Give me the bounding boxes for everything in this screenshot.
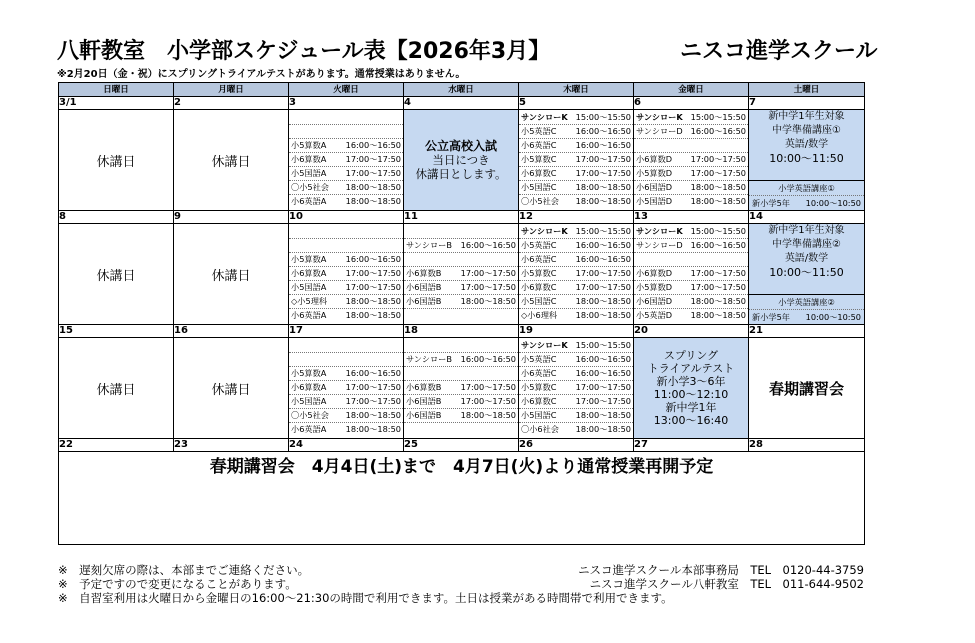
class-subject: 〇小6社会 (521, 424, 559, 434)
exam-note: 当日につき (432, 153, 490, 167)
class-subject: 小6国語B (406, 282, 442, 292)
class-subject: 新小学5年 (752, 312, 790, 322)
date-number: 20 (634, 325, 749, 338)
day-cell-sat (749, 224, 865, 325)
test-target: 新中学1年 (665, 401, 717, 414)
class-time: 17:00～17:50 (690, 154, 746, 164)
class-time: 16:00～16:50 (690, 126, 746, 136)
class-subject: 小6英語A (291, 196, 327, 206)
class-subject: 小6算数D (636, 154, 673, 164)
class-time: 18:00～18:50 (345, 424, 401, 434)
course-target: 新中学1年生対象 (768, 225, 845, 236)
english-course-title: 小学英語講座① (778, 183, 835, 193)
class-subject: 小6算数B (406, 268, 442, 278)
day-cell-fri (634, 224, 749, 325)
holiday-label: 休講日 (211, 382, 251, 398)
holiday-label: 休講日 (96, 382, 136, 398)
class-subject: 小5算数C (521, 382, 557, 392)
class-subject: 小6国語B (406, 296, 442, 306)
class-subject: 小5算数A (291, 368, 327, 378)
spring-course-banner: 春期講習会 4月4日(土)まで 4月7日(火)より通常授業再開予定 (59, 452, 865, 545)
test-time: 13:00～16:40 (653, 414, 729, 427)
course-time: 10:00～11:50 (769, 266, 844, 279)
holiday-label: 休講日 (96, 268, 136, 284)
class-subject: 小6算数C (521, 168, 557, 178)
class-time: 10:00～10:50 (805, 312, 861, 322)
class-subject: 小5英語C (521, 240, 557, 250)
contact-branch: ニスコ進学スクール八軒教室 TEL 011-644-9502 (589, 577, 864, 591)
class-subject: 小6英語A (291, 310, 327, 320)
class-time: 17:00～17:50 (460, 382, 516, 392)
class-time: 17:00～17:50 (345, 396, 401, 406)
prep-course-block (749, 224, 864, 295)
class-time: 16:00～16:50 (575, 354, 631, 364)
class-time: 17:00～17:50 (690, 282, 746, 292)
class-subject: サンシローK (521, 340, 568, 350)
day-cell-wed (404, 338, 519, 439)
date-number: 11 (404, 211, 519, 224)
weekday-tue: 火曜日 (289, 83, 404, 97)
class-subject: 〇小5社会 (291, 182, 329, 192)
day-cell-fri (634, 338, 749, 439)
day-cell-mon (174, 338, 289, 439)
class-time: 16:00～16:50 (575, 126, 631, 136)
test-title: スプリング (663, 349, 719, 362)
day-cell-sat (749, 110, 865, 211)
test-time: 11:00～12:10 (653, 388, 729, 401)
header-note: ※2月20日（金・祝）にスプリングトライアルテストがあります。通常授業はありません。 (57, 69, 466, 80)
class-subject: 小5算数C (521, 268, 557, 278)
class-time: 16:00～16:50 (575, 368, 631, 378)
english-course-title: 小学英語講座② (778, 297, 835, 307)
class-subject: 小6算数C (521, 282, 557, 292)
course-time: 10:00～11:50 (769, 152, 844, 165)
date-number: 24 (289, 439, 404, 452)
day-cell-wed (404, 224, 519, 325)
weekday-thu: 木曜日 (519, 83, 634, 97)
class-time: 17:00～17:50 (575, 268, 631, 278)
class-subject: 小6英語C (521, 140, 557, 150)
class-time: 17:00～17:50 (345, 382, 401, 392)
class-time: 18:00～18:50 (345, 310, 401, 320)
date-number: 25 (404, 439, 519, 452)
class-time: 18:00～18:50 (690, 196, 746, 206)
class-time: 16:00～16:50 (460, 240, 516, 250)
class-subject: 小6国語B (406, 410, 442, 420)
weekday-wed: 水曜日 (404, 83, 519, 97)
holiday-label: 休講日 (211, 154, 251, 170)
class-subject: 小5算数D (636, 282, 673, 292)
class-subject: 小6国語D (636, 296, 673, 306)
class-time: 17:00～17:50 (690, 268, 746, 278)
class-subject: サンシローD (636, 240, 683, 250)
class-time: 17:00～17:50 (575, 396, 631, 406)
class-subject: サンシローB (406, 240, 452, 250)
class-time: 15:00～15:50 (690, 112, 746, 122)
class-subject: 新小学5年 (752, 198, 790, 208)
date-number: 13 (634, 211, 749, 224)
class-subject: 小6算数B (406, 382, 442, 392)
date-number: 14 (749, 211, 865, 224)
holiday-label: 休講日 (211, 268, 251, 284)
class-time: 16:00～16:50 (575, 254, 631, 264)
day-cell-tue (289, 224, 404, 325)
class-time: 17:00～17:50 (460, 396, 516, 406)
day-cell-sun (59, 224, 174, 325)
class-subject: 〇小5社会 (521, 196, 559, 206)
date-number: 5 (519, 97, 634, 110)
class-subject: 小6算数C (521, 396, 557, 406)
class-time: 18:00～18:50 (345, 410, 401, 420)
date-number: 2 (174, 97, 289, 110)
class-time: 16:00～16:50 (575, 240, 631, 250)
date-number: 8 (59, 211, 174, 224)
class-time: 17:00～17:50 (460, 282, 516, 292)
class-time: 17:00～17:50 (345, 168, 401, 178)
class-time: 18:00～18:50 (575, 410, 631, 420)
day-cell-fri (634, 110, 749, 211)
class-time: 15:00～15:50 (690, 226, 746, 236)
class-subject: サンシローD (636, 126, 683, 136)
class-subject: 小6英語C (521, 254, 557, 264)
class-subject: 小5英語C (521, 126, 557, 136)
course-target: 新中学1年生対象 (768, 111, 845, 122)
day-cell-sun (59, 110, 174, 211)
date-number: 26 (519, 439, 634, 452)
class-time: 18:00～18:50 (575, 196, 631, 206)
class-subject: 小6英語A (291, 424, 327, 434)
class-time: 18:00～18:50 (345, 182, 401, 192)
class-time: 16:00～16:50 (345, 254, 401, 264)
week4-number-row (59, 439, 865, 452)
class-subject: 小5国語A (291, 168, 327, 178)
class-subject: ◇小5理科 (291, 296, 328, 306)
day-cell-wed (404, 110, 519, 211)
class-time: 17:00～17:50 (575, 382, 631, 392)
class-time: 17:00～17:50 (575, 154, 631, 164)
weekday-fri: 金曜日 (634, 83, 749, 97)
class-subject: サンシローB (406, 354, 452, 364)
date-number: 22 (59, 439, 174, 452)
class-subject: 小6国語D (636, 182, 673, 192)
date-number: 17 (289, 325, 404, 338)
day-cell-tue (289, 338, 404, 439)
date-number: 15 (59, 325, 174, 338)
week2-body-row (59, 224, 865, 325)
class-time: 10:00～10:50 (805, 198, 861, 208)
weekday-mon: 月曜日 (174, 83, 289, 97)
class-subject: 小5国語C (521, 410, 557, 420)
footer-notes (58, 563, 864, 605)
class-time: 16:00～16:50 (575, 140, 631, 150)
class-time: 16:00～16:50 (690, 240, 746, 250)
class-time: 17:00～17:50 (345, 154, 401, 164)
date-number: 10 (289, 211, 404, 224)
day-cell-mon (174, 224, 289, 325)
english-course-block (749, 181, 864, 210)
date-number: 23 (174, 439, 289, 452)
date-number: 19 (519, 325, 634, 338)
page-title: 八軒教室 小学部スケジュール表【2026年3月】 (57, 39, 551, 64)
holiday-label: 休講日 (96, 154, 136, 170)
english-course-block (749, 295, 864, 324)
class-subject: サンシローK (521, 226, 568, 236)
week1-body-row (59, 110, 865, 211)
course-title: 中学準備講座① (772, 125, 841, 136)
class-subject: 小5算数D (636, 168, 673, 178)
weekday-sat: 土曜日 (749, 83, 865, 97)
class-time: 17:00～17:50 (690, 168, 746, 178)
class-time: 17:00～17:50 (575, 282, 631, 292)
date-number: 28 (749, 439, 865, 452)
class-subject: 小6英語C (521, 368, 557, 378)
class-subject: 小5算数A (291, 254, 327, 264)
day-cell-mon (174, 110, 289, 211)
class-subject: サンシローK (636, 112, 683, 122)
spring-course-label: 春期講習会 (768, 379, 844, 398)
week1-number-row (59, 97, 865, 110)
class-subject: 小6国語B (406, 396, 442, 406)
date-number: 18 (404, 325, 519, 338)
class-time: 17:00～17:50 (460, 268, 516, 278)
class-time: 17:00～17:50 (345, 282, 401, 292)
class-subject: 小6算数D (636, 268, 673, 278)
class-time: 18:00～18:50 (575, 424, 631, 434)
class-time: 18:00～18:50 (690, 296, 746, 306)
schedule-calendar (58, 82, 865, 545)
date-number: 7 (749, 97, 865, 110)
school-name: ニスコ進学スクール (680, 39, 878, 64)
footer-note: ※ 遅刻欠席の際は、本部までご連絡ください。 (58, 563, 310, 577)
day-cell-sun (59, 338, 174, 439)
class-time: 16:00～16:50 (460, 354, 516, 364)
class-time: 18:00～18:50 (345, 196, 401, 206)
exam-note: 休講日とします。 (415, 167, 507, 181)
class-time: 18:00～18:50 (460, 296, 516, 306)
class-subject: 小5国語C (521, 296, 557, 306)
footer-note: ※ 自習室利用は火曜日から金曜日の16:00～21:30の時間で利用できます。土日は授業がある時間帯で利用できます。 (58, 591, 673, 605)
weekday-sun: 日曜日 (59, 83, 174, 97)
test-title: トライアルテスト (647, 362, 735, 375)
day-cell-thu (519, 110, 634, 211)
class-time: 15:00～15:50 (575, 226, 631, 236)
test-target: 新小学3～6年 (656, 375, 726, 388)
course-subjects: 英語/数学 (784, 139, 829, 150)
class-time: 15:00～15:50 (575, 340, 631, 350)
week4-body-row (59, 452, 865, 545)
prep-course-block (749, 110, 864, 181)
class-time: 18:00～18:50 (345, 296, 401, 306)
class-time: 18:00～18:50 (460, 410, 516, 420)
class-time: 17:00～17:50 (575, 168, 631, 178)
class-subject: ◇小6理科 (521, 310, 558, 320)
class-subject: 小6算数A (291, 154, 327, 164)
day-cell-thu (519, 338, 634, 439)
date-number: 3/1 (59, 97, 174, 110)
week3-number-row (59, 325, 865, 338)
day-cell-thu (519, 224, 634, 325)
class-subject: 小5英語C (521, 354, 557, 364)
day-cell-sat (749, 338, 865, 439)
class-subject: サンシローK (636, 226, 683, 236)
date-number: 27 (634, 439, 749, 452)
footer-note: ※ 予定ですので変更になることがあります。 (58, 577, 297, 591)
class-time: 15:00～15:50 (575, 112, 631, 122)
class-subject: 小5算数A (291, 140, 327, 150)
date-number: 9 (174, 211, 289, 224)
class-subject: 小5国語A (291, 282, 327, 292)
class-subject: 小5国語C (521, 182, 557, 192)
date-number: 16 (174, 325, 289, 338)
class-time: 18:00～18:50 (575, 296, 631, 306)
contact-hq: ニスコ進学スクール本部事務局 TEL 0120-44-3759 (578, 563, 864, 577)
exam-title: 公立高校入試 (424, 139, 497, 153)
class-time: 18:00～18:50 (575, 310, 631, 320)
class-subject: サンシローK (521, 112, 568, 122)
day-cell-tue (289, 110, 404, 211)
week3-body-row (59, 338, 865, 439)
class-subject: 〇小5社会 (291, 410, 329, 420)
date-number: 3 (289, 97, 404, 110)
course-subjects: 英語/数学 (784, 253, 829, 264)
date-number: 6 (634, 97, 749, 110)
date-number: 12 (519, 211, 634, 224)
class-subject: 小6算数A (291, 268, 327, 278)
weekday-header-row (59, 83, 865, 97)
class-subject: 小5英語D (636, 310, 673, 320)
class-time: 17:00～17:50 (345, 268, 401, 278)
class-time: 18:00～18:50 (690, 182, 746, 192)
class-time: 16:00～16:50 (345, 368, 401, 378)
date-number: 4 (404, 97, 519, 110)
class-time: 18:00～18:50 (690, 310, 746, 320)
class-time: 18:00～18:50 (575, 182, 631, 192)
class-subject: 小6算数A (291, 382, 327, 392)
class-subject: 小5国語D (636, 196, 673, 206)
class-subject: 小5国語A (291, 396, 327, 406)
class-time: 16:00～16:50 (345, 140, 401, 150)
date-number: 21 (749, 325, 865, 338)
week2-number-row (59, 211, 865, 224)
course-title: 中学準備講座② (772, 239, 841, 250)
class-subject: 小5算数C (521, 154, 557, 164)
